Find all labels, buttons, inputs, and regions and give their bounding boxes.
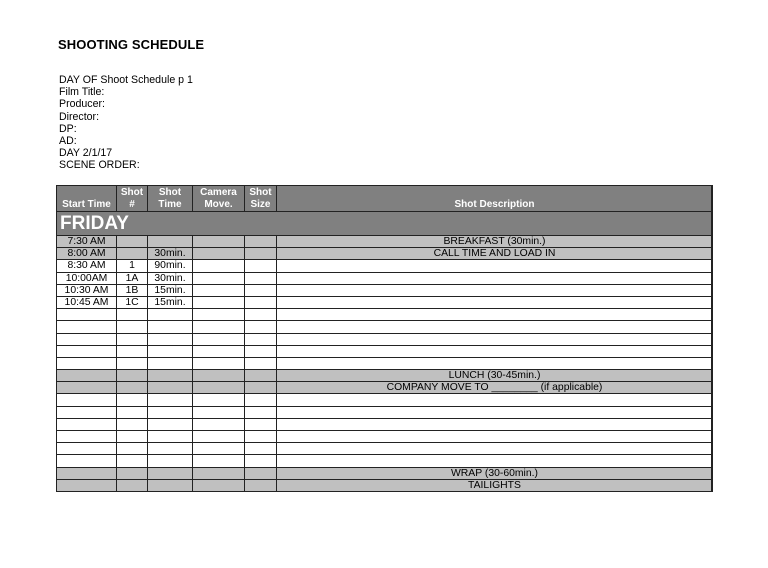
table-row — [57, 406, 713, 418]
cell-shot-description[interactable]: BREAKFAST (30min.) — [277, 236, 713, 248]
cell-shot-description[interactable]: COMPANY MOVE TO ________ (if applicable) — [277, 382, 713, 394]
cell-shot-time[interactable] — [148, 333, 193, 345]
cell-shot-number[interactable] — [117, 321, 148, 333]
cell-shot-size[interactable] — [245, 236, 277, 248]
cell-camera-move[interactable] — [193, 394, 245, 406]
cell-start-time[interactable] — [57, 321, 117, 333]
cell-camera-move[interactable] — [193, 272, 245, 284]
cell-camera-move[interactable] — [193, 248, 245, 260]
cell-start-time[interactable]: 10:45 AM — [57, 296, 117, 308]
cell-shot-time[interactable] — [148, 321, 193, 333]
cell-shot-description[interactable] — [277, 443, 713, 455]
cell-shot-number[interactable] — [117, 357, 148, 369]
table-row — [57, 236, 713, 248]
cell-start-time[interactable]: 10:00AM — [57, 272, 117, 284]
cell-shot-description[interactable] — [277, 406, 713, 418]
table-row — [57, 309, 713, 321]
cell-shot-size[interactable] — [245, 321, 277, 333]
cell-shot-time[interactable] — [148, 345, 193, 357]
shooting-schedule-table — [56, 185, 713, 492]
cell-shot-number[interactable] — [117, 370, 148, 382]
cell-start-time[interactable]: 8:00 AM — [57, 248, 117, 260]
table-header-row — [57, 186, 713, 212]
cell-shot-size[interactable] — [245, 394, 277, 406]
cell-camera-move[interactable] — [193, 296, 245, 308]
cell-start-time[interactable] — [57, 370, 117, 382]
cell-camera-move[interactable] — [193, 345, 245, 357]
table-row — [57, 443, 713, 455]
cell-start-time[interactable] — [57, 455, 117, 467]
cell-camera-move[interactable] — [193, 309, 245, 321]
cell-shot-number[interactable]: 1 — [117, 260, 148, 272]
cell-shot-number[interactable] — [117, 443, 148, 455]
table-row — [57, 382, 713, 394]
cell-shot-size[interactable] — [245, 479, 277, 491]
col-shot-size: Shot Size — [245, 186, 277, 212]
cell-shot-time[interactable] — [148, 309, 193, 321]
cell-shot-number[interactable] — [117, 236, 148, 248]
cell-shot-description[interactable] — [277, 394, 713, 406]
cell-shot-number[interactable] — [117, 479, 148, 491]
col-shot-number: Shot # — [117, 186, 148, 212]
cell-shot-time[interactable] — [148, 431, 193, 443]
cell-shot-number[interactable]: 1B — [117, 284, 148, 296]
cell-shot-description[interactable]: CALL TIME AND LOAD IN — [277, 248, 713, 260]
cell-shot-number[interactable] — [117, 431, 148, 443]
cell-shot-description[interactable] — [277, 431, 713, 443]
cell-shot-time[interactable] — [148, 382, 193, 394]
col-shot-time: Shot Time — [148, 186, 193, 212]
cell-shot-size[interactable] — [245, 467, 277, 479]
film-title-field: Film Title: — [59, 86, 105, 99]
cell-shot-size[interactable] — [245, 260, 277, 272]
ad-field: AD: — [59, 135, 77, 148]
cell-shot-description[interactable] — [277, 309, 713, 321]
cell-shot-description[interactable] — [277, 418, 713, 430]
cell-shot-time[interactable] — [148, 418, 193, 430]
cell-start-time[interactable] — [57, 406, 117, 418]
cell-shot-description[interactable] — [277, 333, 713, 345]
cell-shot-time[interactable] — [148, 479, 193, 491]
cell-shot-number[interactable] — [117, 333, 148, 345]
cell-camera-move[interactable] — [193, 333, 245, 345]
cell-shot-description[interactable] — [277, 260, 713, 272]
cell-shot-time[interactable] — [148, 370, 193, 382]
cell-camera-move[interactable] — [193, 284, 245, 296]
cell-shot-description[interactable]: TAILIGHTS — [277, 479, 713, 491]
cell-camera-move[interactable] — [193, 321, 245, 333]
cell-shot-number[interactable] — [117, 345, 148, 357]
cell-camera-move[interactable] — [193, 236, 245, 248]
cell-camera-move[interactable] — [193, 455, 245, 467]
cell-shot-description[interactable] — [277, 321, 713, 333]
cell-camera-move[interactable] — [193, 443, 245, 455]
table-row — [57, 418, 713, 430]
table-row — [57, 357, 713, 369]
cell-shot-time[interactable] — [148, 406, 193, 418]
cell-shot-size[interactable] — [245, 272, 277, 284]
cell-shot-size[interactable] — [245, 284, 277, 296]
cell-camera-move[interactable] — [193, 467, 245, 479]
cell-shot-time[interactable]: 15min. — [148, 284, 193, 296]
cell-start-time[interactable] — [57, 382, 117, 394]
table-row — [57, 333, 713, 345]
table-row — [57, 248, 713, 260]
dp-field: DP: — [59, 122, 77, 135]
cell-camera-move[interactable] — [193, 431, 245, 443]
cell-shot-number[interactable] — [117, 467, 148, 479]
table-row — [57, 370, 713, 382]
schedule-info — [59, 74, 193, 172]
cell-shot-size[interactable] — [245, 296, 277, 308]
cell-shot-number[interactable] — [117, 309, 148, 321]
cell-shot-description[interactable] — [277, 272, 713, 284]
scene-order-field: SCENE ORDER: — [59, 159, 140, 172]
cell-shot-description[interactable] — [277, 357, 713, 369]
page-title: SHOOTING SCHEDULE — [58, 37, 205, 52]
cell-start-time[interactable] — [57, 479, 117, 491]
table-row — [57, 455, 713, 467]
cell-start-time[interactable] — [57, 357, 117, 369]
table-row — [57, 345, 713, 357]
cell-shot-time[interactable]: 90min. — [148, 260, 193, 272]
col-shot-description: Shot Description — [277, 186, 713, 212]
cell-start-time[interactable] — [57, 309, 117, 321]
cell-start-time[interactable] — [57, 345, 117, 357]
table-row — [57, 431, 713, 443]
schedule-page-label: DAY OF Shoot Schedule p 1 — [59, 74, 193, 86]
cell-shot-size[interactable] — [245, 431, 277, 443]
cell-start-time[interactable]: 10:30 AM — [57, 284, 117, 296]
cell-shot-number[interactable] — [117, 455, 148, 467]
cell-start-time[interactable] — [57, 467, 117, 479]
cell-shot-time[interactable] — [148, 394, 193, 406]
col-camera-move: Camera Move. — [193, 186, 245, 212]
cell-shot-description[interactable]: WRAP (30-60min.) — [277, 467, 713, 479]
cell-shot-description[interactable] — [277, 296, 713, 308]
cell-shot-number[interactable] — [117, 382, 148, 394]
day-label: FRIDAY — [57, 212, 713, 236]
cell-camera-move[interactable] — [193, 382, 245, 394]
cell-shot-size[interactable] — [245, 418, 277, 430]
cell-start-time[interactable] — [57, 431, 117, 443]
col-start-time: Start Time — [57, 186, 117, 212]
cell-shot-size[interactable] — [245, 309, 277, 321]
cell-start-time[interactable]: 8:30 AM — [57, 260, 117, 272]
cell-start-time[interactable] — [57, 418, 117, 430]
cell-shot-size[interactable] — [245, 455, 277, 467]
cell-shot-size[interactable] — [245, 443, 277, 455]
cell-shot-size[interactable] — [245, 333, 277, 345]
table-row — [57, 272, 713, 284]
cell-start-time[interactable] — [57, 443, 117, 455]
cell-camera-move[interactable] — [193, 406, 245, 418]
cell-shot-size[interactable] — [245, 370, 277, 382]
table-row — [57, 296, 713, 308]
director-field: Director: — [59, 110, 100, 123]
cell-shot-time[interactable]: 15min. — [148, 296, 193, 308]
cell-start-time[interactable]: 7:30 AM — [57, 236, 117, 248]
cell-shot-time[interactable] — [148, 357, 193, 369]
cell-shot-size[interactable] — [245, 357, 277, 369]
table-row — [57, 260, 713, 272]
cell-camera-move[interactable] — [193, 418, 245, 430]
producer-field: Producer: — [59, 98, 105, 111]
cell-start-time[interactable] — [57, 394, 117, 406]
cell-shot-size[interactable] — [245, 382, 277, 394]
day-row — [57, 212, 713, 236]
cell-camera-move[interactable] — [193, 260, 245, 272]
cell-shot-size[interactable] — [245, 406, 277, 418]
cell-shot-number[interactable] — [117, 394, 148, 406]
cell-camera-move[interactable] — [193, 479, 245, 491]
cell-shot-number[interactable] — [117, 248, 148, 260]
day-date-field: DAY 2/1/17 — [59, 147, 113, 160]
cell-camera-move[interactable] — [193, 357, 245, 369]
cell-shot-number[interactable]: 1C — [117, 296, 148, 308]
cell-shot-time[interactable] — [148, 455, 193, 467]
cell-shot-description[interactable] — [277, 284, 713, 296]
cell-shot-number[interactable]: 1A — [117, 272, 148, 284]
cell-shot-number[interactable] — [117, 418, 148, 430]
cell-start-time[interactable] — [57, 333, 117, 345]
cell-shot-time[interactable] — [148, 467, 193, 479]
cell-shot-time[interactable]: 30min. — [148, 248, 193, 260]
cell-shot-time[interactable] — [148, 443, 193, 455]
cell-shot-description[interactable] — [277, 455, 713, 467]
cell-camera-move[interactable] — [193, 370, 245, 382]
table-row — [57, 394, 713, 406]
cell-shot-description[interactable] — [277, 345, 713, 357]
table-row — [57, 321, 713, 333]
cell-shot-number[interactable] — [117, 406, 148, 418]
cell-shot-time[interactable]: 30min. — [148, 272, 193, 284]
table-row — [57, 284, 713, 296]
table-row — [57, 467, 713, 479]
cell-shot-size[interactable] — [245, 248, 277, 260]
cell-shot-description[interactable]: LUNCH (30-45min.) — [277, 370, 713, 382]
cell-shot-time[interactable] — [148, 236, 193, 248]
table-row — [57, 479, 713, 491]
cell-shot-size[interactable] — [245, 345, 277, 357]
